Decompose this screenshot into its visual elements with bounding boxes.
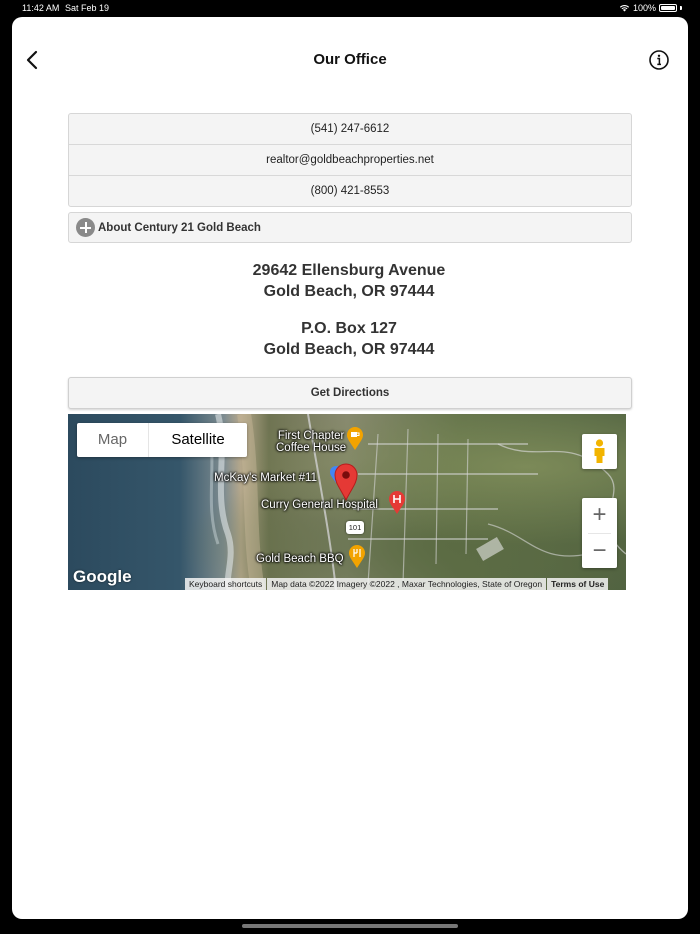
keyboard-shortcuts-link[interactable]: Keyboard shortcuts bbox=[185, 578, 266, 590]
street-address bbox=[68, 260, 630, 302]
phone-tollfree-link[interactable]: (800) 421-8553 bbox=[69, 175, 631, 206]
poi-coffee-line1: First Chapter bbox=[277, 430, 345, 442]
map-type-satellite[interactable]: Satellite bbox=[171, 431, 225, 448]
map-view[interactable] bbox=[68, 414, 626, 590]
po-address bbox=[68, 318, 630, 360]
street-view-figure bbox=[582, 434, 617, 469]
poi-coffee-label[interactable] bbox=[276, 430, 346, 454]
po-address-line1: P.O. Box 127 bbox=[301, 320, 397, 337]
map-attribution bbox=[184, 578, 608, 590]
status-bar bbox=[0, 0, 700, 16]
coffee-pin-icon[interactable] bbox=[346, 427, 364, 451]
map-type-control bbox=[77, 423, 247, 457]
pegman-icon[interactable] bbox=[582, 434, 617, 469]
battery-cap bbox=[680, 6, 682, 10]
poi-coffee-line2: Coffee House bbox=[276, 442, 347, 454]
wifi-icon bbox=[619, 4, 630, 12]
nav-header bbox=[12, 17, 688, 103]
home-indicator[interactable] bbox=[242, 924, 458, 928]
phone-local-link[interactable]: (541) 247-6612 bbox=[310, 123, 390, 135]
status-time: 11:42 AM bbox=[22, 3, 60, 13]
about-expander[interactable] bbox=[68, 212, 632, 243]
zoom-control bbox=[582, 498, 617, 568]
google-logo[interactable]: Google bbox=[73, 567, 132, 586]
terms-of-use-link[interactable]: Terms of Use bbox=[547, 578, 608, 590]
street-address-line2: Gold Beach, OR 97444 bbox=[263, 283, 435, 300]
get-directions-button[interactable]: Get Directions bbox=[68, 377, 632, 409]
battery-percent: 100% bbox=[632, 3, 656, 13]
zoom-in-button[interactable]: + bbox=[592, 501, 607, 528]
highway-101-shield: 101 bbox=[346, 521, 364, 534]
status-date: Sat Feb 19 bbox=[65, 3, 110, 13]
page-title: Our Office bbox=[313, 51, 387, 68]
poi-market-label[interactable]: McKay's Market #11 bbox=[214, 472, 317, 484]
po-address-line2: Gold Beach, OR 97444 bbox=[263, 341, 435, 358]
poi-hospital-label[interactable]: Curry General Hospital bbox=[261, 499, 378, 511]
about-label: About Century 21 Gold Beach bbox=[98, 221, 261, 234]
zoom-out-button[interactable]: − bbox=[592, 537, 607, 564]
battery-icon bbox=[659, 4, 677, 12]
contact-list bbox=[68, 113, 632, 207]
hospital-pin-icon[interactable] bbox=[388, 491, 406, 515]
street-address-line1: 29642 Ellensburg Avenue bbox=[252, 262, 446, 279]
email-link[interactable]: realtor@goldbeachproperties.net bbox=[69, 144, 631, 175]
status-right bbox=[619, 3, 682, 13]
map-type-map[interactable]: Map bbox=[77, 423, 149, 457]
office-marker-icon[interactable] bbox=[334, 463, 358, 501]
map-data-credit: Map data ©2022 Imagery ©2022 , Maxar Technologies, State of Oregon bbox=[267, 578, 546, 590]
office-sheet bbox=[12, 17, 688, 919]
poi-bbq-label[interactable]: Gold Beach BBQ bbox=[256, 553, 344, 565]
restaurant-pin-icon[interactable] bbox=[348, 545, 366, 569]
info-circle-icon[interactable] bbox=[648, 49, 670, 71]
plus-circle-icon bbox=[76, 218, 95, 237]
